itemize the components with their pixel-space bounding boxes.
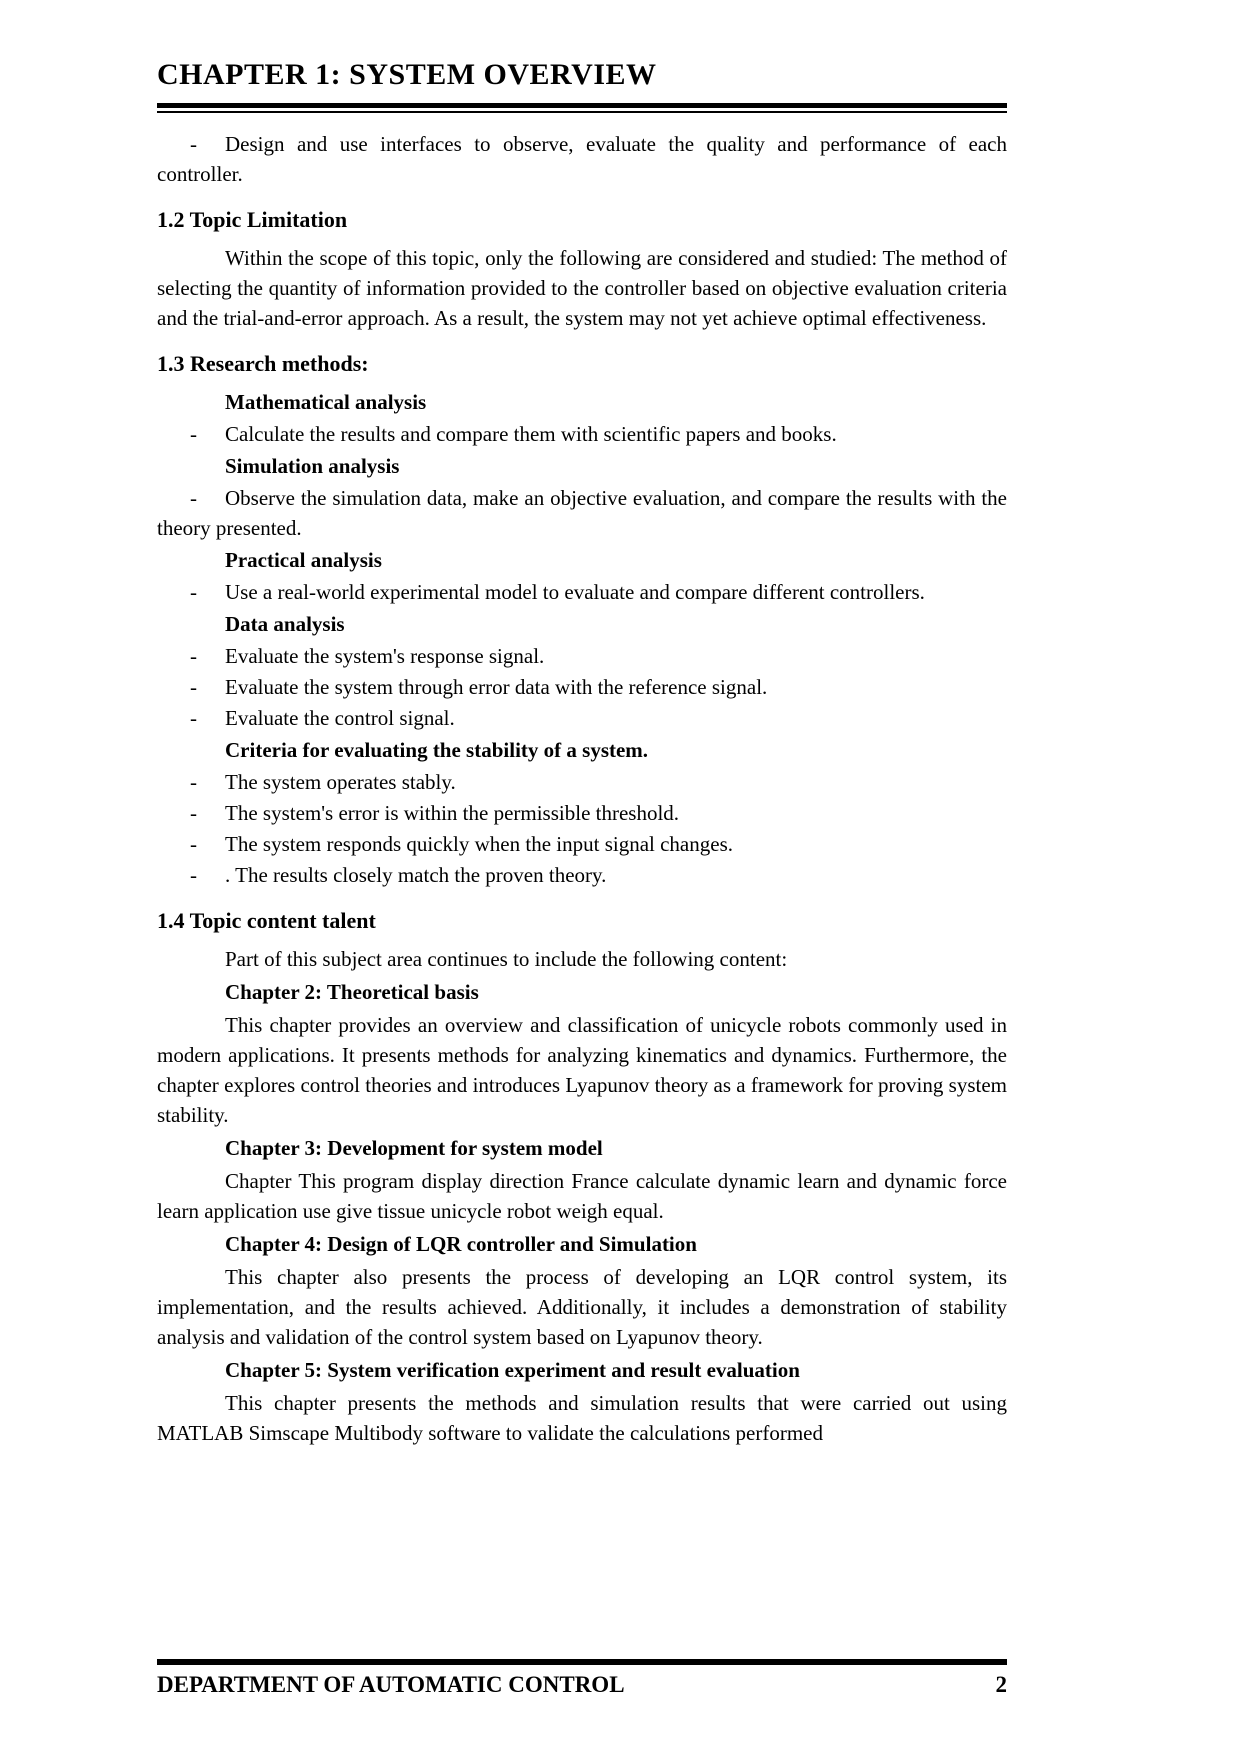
- bullet-item: [157, 419, 1007, 449]
- bullet-item: [157, 672, 1007, 702]
- bullet-marker: -: [190, 579, 197, 604]
- bullet-text: The system's error is within the permissible threshold.: [225, 800, 680, 825]
- bullet-text: Observe the simulation data, make an objective evaluation, and compare the results with the theory presented.: [157, 485, 1007, 540]
- subsection-heading: Chapter 4: Design of LQR controller and Simulation: [225, 1231, 697, 1256]
- subsection-heading: Practical analysis: [225, 547, 382, 572]
- bullet-marker: -: [190, 131, 197, 156]
- bullet-item: [157, 641, 1007, 671]
- section-heading: 1.4 Topic content talent: [157, 907, 376, 933]
- bullet-text: . The results closely match the proven theory.: [225, 862, 607, 887]
- bullet-marker: -: [190, 800, 197, 825]
- subsection-heading: Simulation analysis: [225, 453, 400, 478]
- bullet-marker: -: [190, 485, 197, 510]
- bullet-text: Calculate the results and compare them with scientific papers and books.: [225, 421, 837, 446]
- bullet-text: The system responds quickly when the input signal changes.: [225, 831, 733, 856]
- bullet-item: [157, 829, 1007, 859]
- bullet-item: [157, 129, 1007, 189]
- bullet-marker: -: [190, 862, 197, 887]
- section-heading: 1.2 Topic Limitation: [157, 206, 348, 232]
- bullet-marker: -: [190, 421, 197, 446]
- bullet-item: [157, 577, 1007, 607]
- chapter-title: CHAPTER 1: SYSTEM OVERVIEW: [157, 58, 657, 91]
- bullet-item: [157, 483, 1007, 543]
- bullet-item: [157, 860, 1007, 890]
- bullet-text: Evaluate the control signal.: [225, 705, 455, 730]
- paragraph: This chapter provides an overview and classification of unicycle robots commonly used in modern applications. It presents methods for analyzing kinematics and dynamics. Furthermore, the chapter explores control theories and introduces Lyapunov theory as a framework for proving system stability.: [157, 1012, 1007, 1127]
- bullet-marker: -: [190, 643, 197, 668]
- subsection-heading: Mathematical analysis: [225, 389, 427, 414]
- subsection-heading: Chapter 5: System verification experiment and result evaluation: [225, 1357, 800, 1382]
- paragraph: Within the scope of this topic, only the following are considered and studied: The method of selecting the quantity of information provided to the controller based on objective evaluation criteria and the trial-and-error approach. As a result, the system may not yet achieve optimal effectiveness.: [157, 245, 1007, 330]
- bullet-item: [157, 703, 1007, 733]
- bullet-marker: -: [190, 705, 197, 730]
- bullet-item: [157, 798, 1007, 828]
- bullet-item: [157, 767, 1007, 797]
- bullet-marker: -: [190, 831, 197, 856]
- page-footer: [157, 1659, 1007, 1698]
- subsection-heading: Criteria for evaluating the stability of a system.: [225, 737, 649, 762]
- footer-department: DEPARTMENT OF AUTOMATIC CONTROL: [157, 1672, 625, 1697]
- bullet-marker: -: [190, 769, 197, 794]
- title-divider: [157, 103, 1007, 113]
- bullet-text: Design and use interfaces to observe, evaluate the quality and performance of each controller.: [157, 131, 1007, 186]
- paragraph: Chapter This program display direction France calculate dynamic learn and dynamic force learn application use give tissue unicycle robot weigh equal.: [157, 1168, 1007, 1223]
- bullet-text: Evaluate the system through error data with the reference signal.: [225, 674, 768, 699]
- subsection-heading: Data analysis: [225, 611, 345, 636]
- document-body: [157, 129, 1007, 1448]
- bullet-text: Use a real-world experimental model to evaluate and compare different controllers.: [225, 579, 925, 604]
- paragraph: This chapter also presents the process of developing an LQR control system, its implementation, and the results achieved. Additionally, it includes a demonstration of stability analysis and validation of the control system based on Lyapunov theory.: [157, 1264, 1007, 1349]
- footer-page-number: 2: [995, 1672, 1007, 1697]
- paragraph: This chapter presents the methods and simulation results that were carried out using MATLAB Simscape Multibody software to validate the calculations performed: [157, 1390, 1007, 1445]
- subsection-heading: Chapter 2: Theoretical basis: [225, 979, 479, 1004]
- subsection-heading: Chapter 3: Development for system model: [225, 1135, 603, 1160]
- bullet-marker: -: [190, 674, 197, 699]
- bullet-text: The system operates stably.: [225, 769, 456, 794]
- section-heading: 1.3 Research methods:: [157, 350, 369, 376]
- bullet-text: Evaluate the system's response signal.: [225, 643, 545, 668]
- paragraph: Part of this subject area continues to include the following content:: [225, 946, 788, 971]
